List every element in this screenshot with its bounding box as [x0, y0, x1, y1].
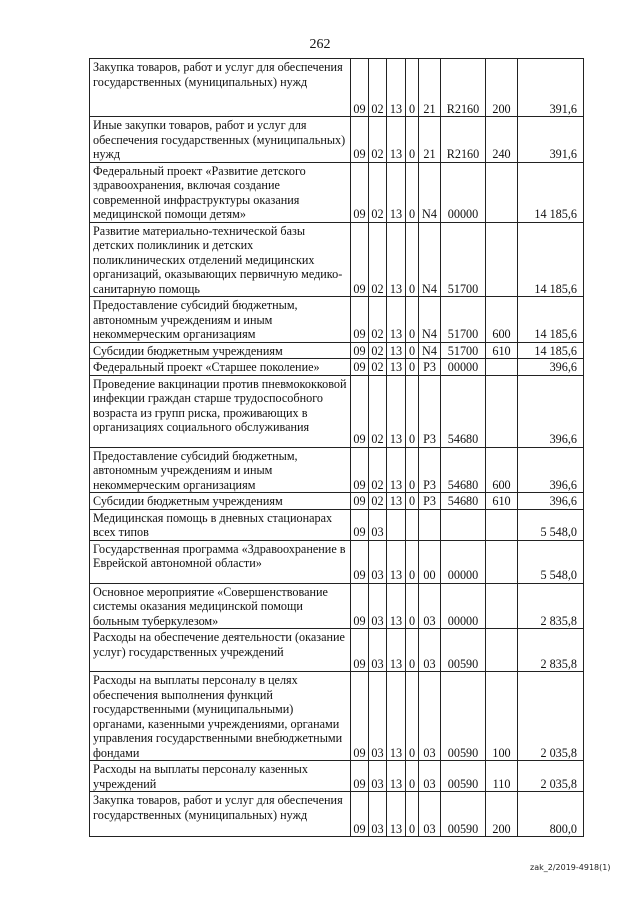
- amount-cell: 2 835,8: [518, 629, 584, 672]
- code-cell-pr: 02: [369, 493, 387, 510]
- table-row: [90, 493, 584, 510]
- code-cell-rz: 09: [351, 162, 369, 222]
- expense-name-cell: Иные закупки товаров, работ и услуг для обеспечения государственных (муниципальных) нужд: [90, 117, 351, 163]
- code-cell-c4: 00000: [441, 583, 486, 629]
- code-cell-pr: 03: [369, 540, 387, 583]
- code-cell-c2: 0: [406, 493, 419, 510]
- code-cell-vr: [486, 583, 518, 629]
- code-cell-rz: 09: [351, 447, 369, 493]
- code-cell-c4: 00000: [441, 162, 486, 222]
- amount-cell: 5 548,0: [518, 540, 584, 583]
- amount-cell: 396,6: [518, 359, 584, 376]
- code-cell-c2: 0: [406, 59, 419, 117]
- code-cell-vr: 240: [486, 117, 518, 163]
- table-row: [90, 629, 584, 672]
- expense-name-cell: Закупка товаров, работ и услуг для обеспечения государственных (муниципальных) нужд: [90, 59, 351, 117]
- code-cell-c1: 13: [387, 117, 406, 163]
- budget-table-body: [90, 59, 584, 837]
- code-cell-c2: 0: [406, 359, 419, 376]
- code-cell-rz: 09: [351, 583, 369, 629]
- amount-cell: 14 185,6: [518, 222, 584, 297]
- page-number: 262: [309, 37, 331, 52]
- code-cell-c1: 13: [387, 342, 406, 359]
- code-cell-pr: 02: [369, 222, 387, 297]
- amount-cell: 396,6: [518, 375, 584, 447]
- code-cell-c1: 13: [387, 761, 406, 792]
- code-cell-c2: [406, 509, 419, 540]
- code-cell-c2: 0: [406, 375, 419, 447]
- code-cell-c3: 03: [419, 761, 441, 792]
- code-cell-c1: 13: [387, 447, 406, 493]
- expense-name-cell: Закупка товаров, работ и услуг для обеспечения государственных (муниципальных) нужд: [90, 792, 351, 837]
- code-cell-c4: 54680: [441, 493, 486, 510]
- code-cell-rz: 09: [351, 59, 369, 117]
- code-cell-vr: 610: [486, 493, 518, 510]
- code-cell-c3: [419, 509, 441, 540]
- code-cell-c3: P3: [419, 493, 441, 510]
- code-cell-c2: 0: [406, 342, 419, 359]
- code-cell-pr: 02: [369, 359, 387, 376]
- table-row: [90, 509, 584, 540]
- code-cell-rz: 09: [351, 509, 369, 540]
- document-footer: zak_2/2019-4918(1): [530, 863, 611, 872]
- expense-name-cell: Субсидии бюджетным учреждениям: [90, 493, 351, 510]
- code-cell-c1: 13: [387, 629, 406, 672]
- code-cell-c4: 00590: [441, 792, 486, 837]
- code-cell-c1: 13: [387, 59, 406, 117]
- code-cell-rz: 09: [351, 342, 369, 359]
- table-row: [90, 583, 584, 629]
- code-cell-c3: 03: [419, 629, 441, 672]
- table-row: [90, 222, 584, 297]
- table-row: [90, 117, 584, 163]
- expense-name-cell: Субсидии бюджетным учреждениям: [90, 342, 351, 359]
- code-cell-pr: 02: [369, 342, 387, 359]
- code-cell-c3: N4: [419, 342, 441, 359]
- amount-cell: 14 185,6: [518, 342, 584, 359]
- amount-cell: 396,6: [518, 493, 584, 510]
- expense-name-cell: Государственная программа «Здравоохранение в Еврейской автономной области»: [90, 540, 351, 583]
- code-cell-c4: 51700: [441, 222, 486, 297]
- code-cell-c3: N4: [419, 162, 441, 222]
- code-cell-rz: 09: [351, 672, 369, 761]
- code-cell-vr: [486, 359, 518, 376]
- code-cell-c1: 13: [387, 375, 406, 447]
- code-cell-rz: 09: [351, 493, 369, 510]
- code-cell-c2: 0: [406, 792, 419, 837]
- code-cell-vr: [486, 629, 518, 672]
- code-cell-c4: 00590: [441, 672, 486, 761]
- code-cell-c4: 00000: [441, 359, 486, 376]
- code-cell-c1: [387, 509, 406, 540]
- code-cell-c1: 13: [387, 297, 406, 343]
- code-cell-vr: 100: [486, 672, 518, 761]
- expense-name-cell: Основное мероприятие «Совершенствование системы оказания медицинской помощи больным туберкулезом»: [90, 583, 351, 629]
- code-cell-rz: 09: [351, 761, 369, 792]
- code-cell-c2: 0: [406, 761, 419, 792]
- table-row: [90, 359, 584, 376]
- amount-cell: 391,6: [518, 117, 584, 163]
- table-row: [90, 761, 584, 792]
- code-cell-c3: 00: [419, 540, 441, 583]
- code-cell-c4: 00590: [441, 629, 486, 672]
- code-cell-rz: 09: [351, 375, 369, 447]
- code-cell-c3: 03: [419, 583, 441, 629]
- expense-name-cell: Расходы на обеспечение деятельности (оказание услуг) государственных учреждений: [90, 629, 351, 672]
- code-cell-pr: 03: [369, 761, 387, 792]
- expense-name-cell: Предоставление субсидий бюджетным, автономным учреждениям и иным некоммерческим организациям: [90, 297, 351, 343]
- code-cell-rz: 09: [351, 359, 369, 376]
- code-cell-pr: 02: [369, 59, 387, 117]
- code-cell-c4: 51700: [441, 342, 486, 359]
- code-cell-pr: 02: [369, 162, 387, 222]
- code-cell-pr: 03: [369, 509, 387, 540]
- code-cell-pr: 03: [369, 792, 387, 837]
- table-row: [90, 375, 584, 447]
- code-cell-c2: 0: [406, 117, 419, 163]
- code-cell-c2: 0: [406, 297, 419, 343]
- code-cell-vr: 600: [486, 447, 518, 493]
- code-cell-c2: 0: [406, 162, 419, 222]
- code-cell-c4: 54680: [441, 447, 486, 493]
- code-cell-rz: 09: [351, 117, 369, 163]
- code-cell-c2: 0: [406, 629, 419, 672]
- code-cell-c3: 21: [419, 59, 441, 117]
- amount-cell: 14 185,6: [518, 297, 584, 343]
- code-cell-vr: 200: [486, 792, 518, 837]
- amount-cell: 2 035,8: [518, 761, 584, 792]
- code-cell-rz: 09: [351, 297, 369, 343]
- code-cell-c3: 03: [419, 672, 441, 761]
- expense-name-cell: Развитие материально-технической базы детских поликлиник и детских поликлинических отделений медицинских организаций, оказывающих первичную медико-санитарную помощь: [90, 222, 351, 297]
- table-row: [90, 162, 584, 222]
- code-cell-c1: 13: [387, 222, 406, 297]
- code-cell-c1: 13: [387, 792, 406, 837]
- code-cell-vr: [486, 540, 518, 583]
- code-cell-vr: [486, 509, 518, 540]
- code-cell-c2: 0: [406, 447, 419, 493]
- code-cell-rz: 09: [351, 792, 369, 837]
- code-cell-c1: 13: [387, 162, 406, 222]
- amount-cell: 14 185,6: [518, 162, 584, 222]
- table-row: [90, 59, 584, 117]
- amount-cell: 5 548,0: [518, 509, 584, 540]
- code-cell-pr: 03: [369, 672, 387, 761]
- table-row: [90, 447, 584, 493]
- code-cell-c1: 13: [387, 672, 406, 761]
- code-cell-c3: N4: [419, 297, 441, 343]
- code-cell-rz: 09: [351, 540, 369, 583]
- code-cell-vr: [486, 162, 518, 222]
- code-cell-c4: 54680: [441, 375, 486, 447]
- code-cell-c1: 13: [387, 540, 406, 583]
- code-cell-c4: 00000: [441, 540, 486, 583]
- code-cell-c4: R2160: [441, 59, 486, 117]
- table-row: [90, 342, 584, 359]
- table-row: [90, 672, 584, 761]
- budget-table: [89, 58, 584, 837]
- code-cell-rz: 09: [351, 629, 369, 672]
- amount-cell: 2 035,8: [518, 672, 584, 761]
- code-cell-c2: 0: [406, 672, 419, 761]
- amount-cell: 800,0: [518, 792, 584, 837]
- table-row: [90, 792, 584, 837]
- code-cell-c4: R2160: [441, 117, 486, 163]
- code-cell-c3: P3: [419, 375, 441, 447]
- code-cell-pr: 03: [369, 583, 387, 629]
- expense-name-cell: Проведение вакцинации против пневмококковой инфекции граждан старше трудоспособного возраста из групп риска, проживающих в организациях социального обслуживания: [90, 375, 351, 447]
- expense-name-cell: Медицинская помощь в дневных стационарах всех типов: [90, 509, 351, 540]
- code-cell-pr: 02: [369, 117, 387, 163]
- code-cell-c2: 0: [406, 583, 419, 629]
- code-cell-c4: 51700: [441, 297, 486, 343]
- code-cell-pr: 03: [369, 629, 387, 672]
- code-cell-c2: 0: [406, 222, 419, 297]
- code-cell-c3: P3: [419, 359, 441, 376]
- expense-name-cell: Расходы на выплаты персоналу в целях обеспечения выполнения функций государственными (муниципальными) органами, казенными учреждениями, органами управления государственными внебюджетными фондами: [90, 672, 351, 761]
- code-cell-vr: [486, 222, 518, 297]
- amount-cell: 391,6: [518, 59, 584, 117]
- code-cell-c3: 03: [419, 792, 441, 837]
- code-cell-c1: 13: [387, 493, 406, 510]
- code-cell-pr: 02: [369, 447, 387, 493]
- table-row: [90, 540, 584, 583]
- expense-name-cell: Расходы на выплаты персоналу казенных учреждений: [90, 761, 351, 792]
- code-cell-vr: [486, 375, 518, 447]
- code-cell-vr: 600: [486, 297, 518, 343]
- code-cell-vr: 110: [486, 761, 518, 792]
- code-cell-c3: 21: [419, 117, 441, 163]
- code-cell-pr: 02: [369, 297, 387, 343]
- amount-cell: 2 835,8: [518, 583, 584, 629]
- expense-name-cell: Федеральный проект «Развитие детского здравоохранения, включая создание современной инфраструктуры оказания медицинской помощи детям»: [90, 162, 351, 222]
- expense-name-cell: Предоставление субсидий бюджетным, автономным учреждениям и иным некоммерческим организациям: [90, 447, 351, 493]
- code-cell-c3: N4: [419, 222, 441, 297]
- table-row: [90, 297, 584, 343]
- code-cell-c1: 13: [387, 583, 406, 629]
- code-cell-c3: P3: [419, 447, 441, 493]
- code-cell-vr: 200: [486, 59, 518, 117]
- code-cell-c2: 0: [406, 540, 419, 583]
- code-cell-c4: [441, 509, 486, 540]
- code-cell-c1: 13: [387, 359, 406, 376]
- amount-cell: 396,6: [518, 447, 584, 493]
- code-cell-vr: 610: [486, 342, 518, 359]
- code-cell-c4: 00590: [441, 761, 486, 792]
- expense-name-cell: Федеральный проект «Старшее поколение»: [90, 359, 351, 376]
- code-cell-pr: 02: [369, 375, 387, 447]
- code-cell-rz: 09: [351, 222, 369, 297]
